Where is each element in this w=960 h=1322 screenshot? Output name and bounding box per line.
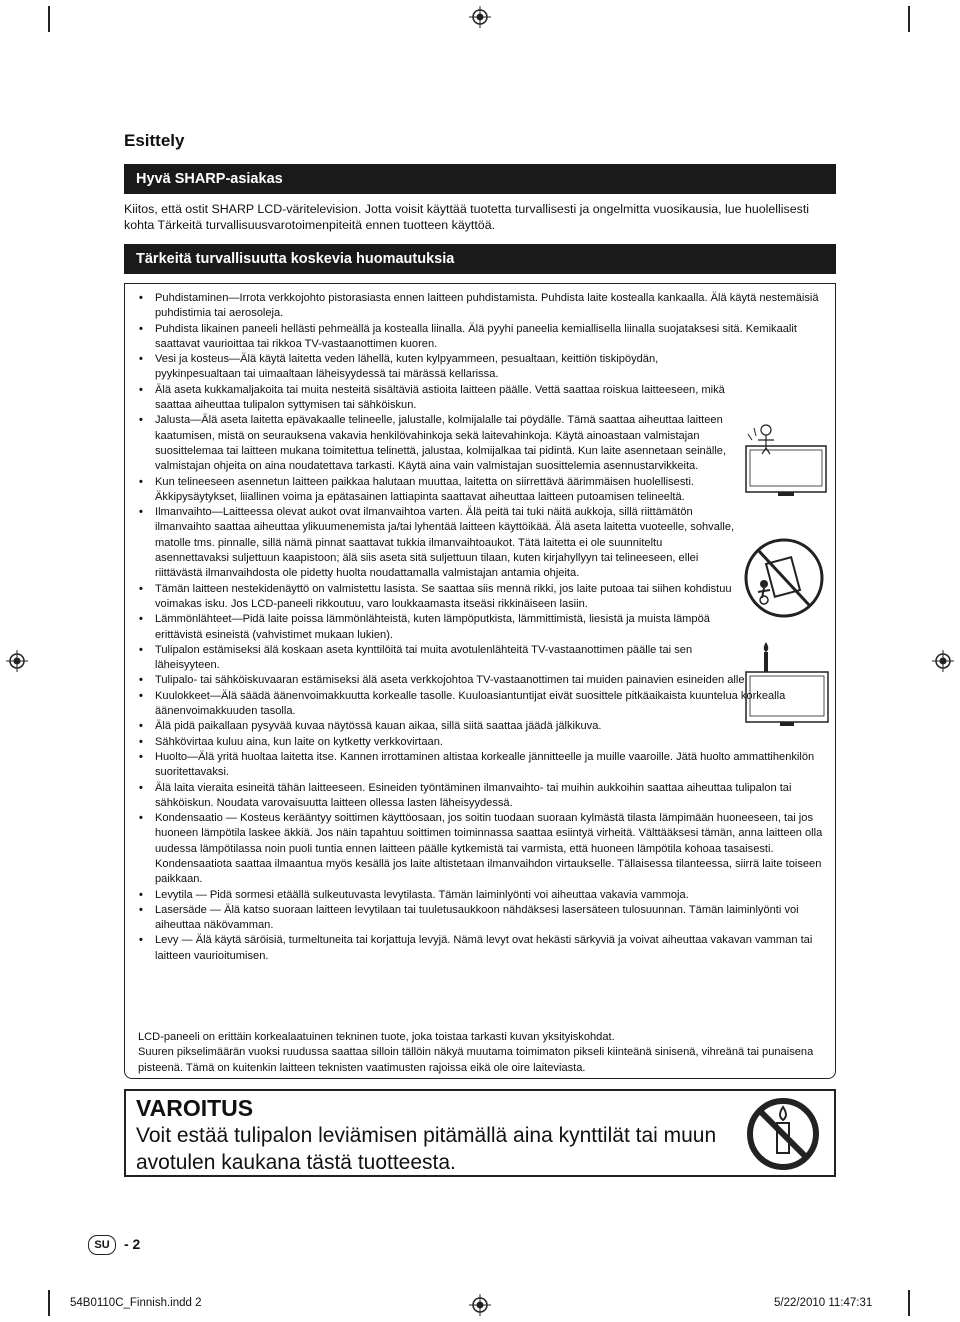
list-item: • Vesi ja kosteus—Älä käytä laitetta veden lähellä, kuten kylpyammeen, pesualtaan, keittiön tiskipöydän, pyykinpesualtaan tai uimaaltaan läheisyydessä tai märässä kellarissa. [155, 352, 735, 383]
list-item: • Puhdistaminen—Irrota verkkojohto pistorasiasta ennen laitteen puhdistamista. Puhdista laite kostealla kankaalla. Älä käytä nestemäisiä puhdistimia tai aerosoleja. [155, 291, 830, 322]
warning-text: Voit estää tulipalon leviämisen pitämällä aina kynttilät tai muun avotulen kaukana tästä tuotteesta. [136, 1124, 717, 1174]
candle-on-tv-icon [744, 638, 832, 728]
page-number: - 2 [124, 1236, 141, 1252]
registration-mark-icon [469, 6, 491, 28]
warning-box [124, 1089, 836, 1177]
greeting-heading: Hyvä SHARP-asiakas [124, 164, 836, 194]
list-item: • Levytila — Pidä sormesi etäällä sulkeutuvasta levytilasta. Tämän laiminlyönti voi aiheuttaa vakavia vammoja. [155, 888, 830, 903]
list-item: • Älä pidä paikallaan pysyvää kuvaa näytössä kauan aikaa, sillä siitä saattaa jäädä jälkikuva. [155, 719, 830, 734]
list-item: • Tulipalon estämiseksi älä koskaan aseta kynttilöitä tai muita avotulenlähteitä TV-vastaanottimen päälle tai sen läheisyyteen. [155, 643, 735, 674]
list-item: • Sähkövirtaa kuluu aina, kun laite on kytketty verkkovirtaan. [155, 735, 830, 750]
crop-mark [908, 6, 910, 32]
lcd-notice-line: LCD-paneeli on erittäin korkealaatuinen tekninen tuote, joka toistaa tarkasti kuvan yksityiskohdat. [138, 1031, 615, 1043]
registration-mark-icon [6, 650, 28, 672]
intro-paragraph: Kiitos, että ostit SHARP LCD-väritelevision. Jotta voisit käyttää tuotetta turvallisesti ja ongelmitta vuosikausia, lue huolellisesti kohta Tärkeitä turvallisuusvarotoimenpiteitä ennen tuotteen käyttöä. [124, 202, 810, 232]
registration-mark-icon [932, 650, 954, 672]
list-item: • Lämmönlähteet—Pidä laite poissa lämmönlähteistä, kuten lämpöputkista, lämmittimistä, liesistä ja muista lämpöä erittävistä esineistä (vahvistimet mukaan lukien). [155, 612, 735, 643]
tv-fall-hazard-icon [744, 418, 832, 498]
slug-timestamp: 5/22/2010 11:47:31 [774, 1297, 873, 1309]
language-badge: SU [88, 1235, 116, 1255]
slug-filename: 54B0110C_Finnish.indd 2 [70, 1297, 202, 1309]
safety-list [155, 291, 830, 964]
cart-tip-over-icon [744, 530, 824, 626]
lcd-notice-line: Suuren pikselimäärän vuoksi ruudussa saattaa silloin tällöin näkyä muutama toimimaton pikseli kiinteänä sinisenä, vihreänä tai punaisena pisteenä. Tämä on kuitenkin laitteen teknisten vaatimusten rajoissa eikä ole oire laiteviasta. [138, 1046, 814, 1074]
crop-mark [48, 1290, 50, 1316]
list-item: • Tämän laitteen nestekidenäyttö on valmistettu lasista. Se saattaa siis mennä rikki, jos laite putoaa tai siihen kohdistuu voimakas isku. Jos LCD-paneeli rikkoutuu, varo loukkaamasta itseäsi rikkinäiseen lasiin. [155, 582, 735, 613]
list-item: • Jalusta—Älä aseta laitetta epävakaalle telineelle, jalustalle, kolmijalalle tai pöydälle. Tämä saattaa aiheuttaa laitteen kaatumisen, mistä on seurauksena vakavia henkilövahinkoja sekä laitevahinkoja. Käytä ainoastaan valmistajan suosittelemaa tai laitteen mukana toimitettua telinettä, jalustaa, kolmijalkaa tai pidintä. Kun laite asennetaan seinälle, valmistajan ohjeita on aina noudatettava tarkasti. Käytä aina vain valmistajan suosittelemia asennustarvikkeita. [155, 413, 735, 474]
list-item: • Kun telineeseen asennetun laitteen paikkaa halutaan muuttaa, laitetta on siirrettävä äärimmäisen huolellisesti. Äkkipysäytykset, liiallinen voima ja epätasainen lattiapinta saattavat aiheuttaa laitteen putoamisen telineeltä. [155, 475, 735, 506]
list-item: • Huolto—Älä yritä huoltaa laitetta itse. Kannen irrottaminen altistaa korkealle jännitteelle ja muille vaaroille. Jätä huolto ammattihenkilön suoritettavaksi. [155, 750, 830, 781]
list-item: • Ilmanvaihto—Laitteessa olevat aukot ovat ilmanvaihtoa varten. Älä peitä tai tuki näitä aukkoja, sillä riittämätön ilmanvaihto saattaa aiheuttaa ylikuumenemista ja/tai lyhentää laitteen käyttöikää. Älä aseta laitetta vuoteelle, sohvalle, matolle tms. pinnalle, sillä nämä pinnat saattavat tukkia ilmanvaihtoaukot. Tätä laitetta ei ole suunniteltu asennettavaksi suljettuun kaapistoon; älä siis aseta sitä suljettuun tilaan, kuten kirjahyllyyn tai telineeseen, ellei riittävästä ilmanvaihdosta ole pidetty huolta noudattamalla valmistajan antamia ohjeita. [155, 505, 735, 581]
list-item: • Kuulokkeet—Älä säädä äänenvoimakkuutta korkealle tasolle. Kuuloasiantuntijat eivät suosittele pitkäaikaista kuuntelua korkealla äänenvoimakkuuden tasolla. [155, 689, 830, 720]
list-item: • Levy — Älä käytä säröisiä, turmeltuneita tai korjattuja levyjä. Nämä levyt ovat hekästi särkyviä ja voivat aiheuttaa vakavan vamman tai laitteen vaurioitumisen. [155, 933, 830, 964]
list-item: • Älä laita vieraita esineitä tähän laitteeseen. Esineiden työntäminen ilmanvaihto- tai muihin aukkoihin saattaa aiheuttaa tulipalon tai sähköiskun. Noudata varovaisuutta laitteen ollessa lasten läheisyydessä. [155, 781, 830, 812]
warning-title: VAROITUS [136, 1095, 254, 1121]
list-item: • Lasersäde — Älä katso suoraan laitteen levytilaan tai tuuletusaukkoon nähdäksesi lasersäteen tulosuunnan. Tämän laiminlyönti voi aiheuttaa näkövamman. [155, 903, 830, 934]
page-title: Esittely [124, 131, 185, 150]
list-item: • Kondensaatio — Kosteus kerääntyy soittimen käyttöosaan, jos soitin tuodaan suoraan kylmästä tilasta lämpimään huoneeseen, tai jos huoneen lämpötila laskee äkkiä. Jos näin tapahtuu soittimen toiminnassa saattaa esiintyä virheitä. Välttääksesi tämän, anna laitteen olla uudessa lämpötilassa noin puoli tuntia ennen laitteen päälle kytkemistä tai varmista, että huoneen lämpötila kohoaa tasaisesti. Kondensaatiota saattaa ilmaantua myös kesällä jos laite altistetaan ilmanvaihdon virtaukselle. Tällaisessa tilanteessa, siirrä laite toiseen paikkaan. [155, 811, 830, 887]
safety-heading: Tärkeitä turvallisuutta koskevia huomautuksia [124, 244, 836, 274]
list-item: • Älä aseta kukkamaljakoita tai muita nesteitä sisältäviä astioita laitteen päälle. Vettä saattaa roiskua laitteeseen, mikä saattaa aiheuttaa tulipalon syttymisen tai sähköiskun. [155, 383, 735, 414]
list-item: • Tulipalo- tai sähköiskuvaaran estämiseksi älä aseta verkkojohtoa TV-vastaanottimen tai muiden painavien esineiden alle. [155, 673, 830, 688]
lcd-notice [138, 1030, 828, 1076]
crop-mark [908, 1290, 910, 1316]
no-candle-icon [746, 1097, 820, 1171]
registration-mark-icon [469, 1294, 491, 1316]
list-item: • Puhdista likainen paneeli hellästi pehmeällä ja kostealla liinalla. Älä pyyhi paneelia kemiallisella liinalla suojataksesi sitä. Kemikaalit saattavat vaurioittaa tai rikkoa TV-vastaanottimen kuoren. [155, 322, 830, 353]
crop-mark [48, 6, 50, 32]
